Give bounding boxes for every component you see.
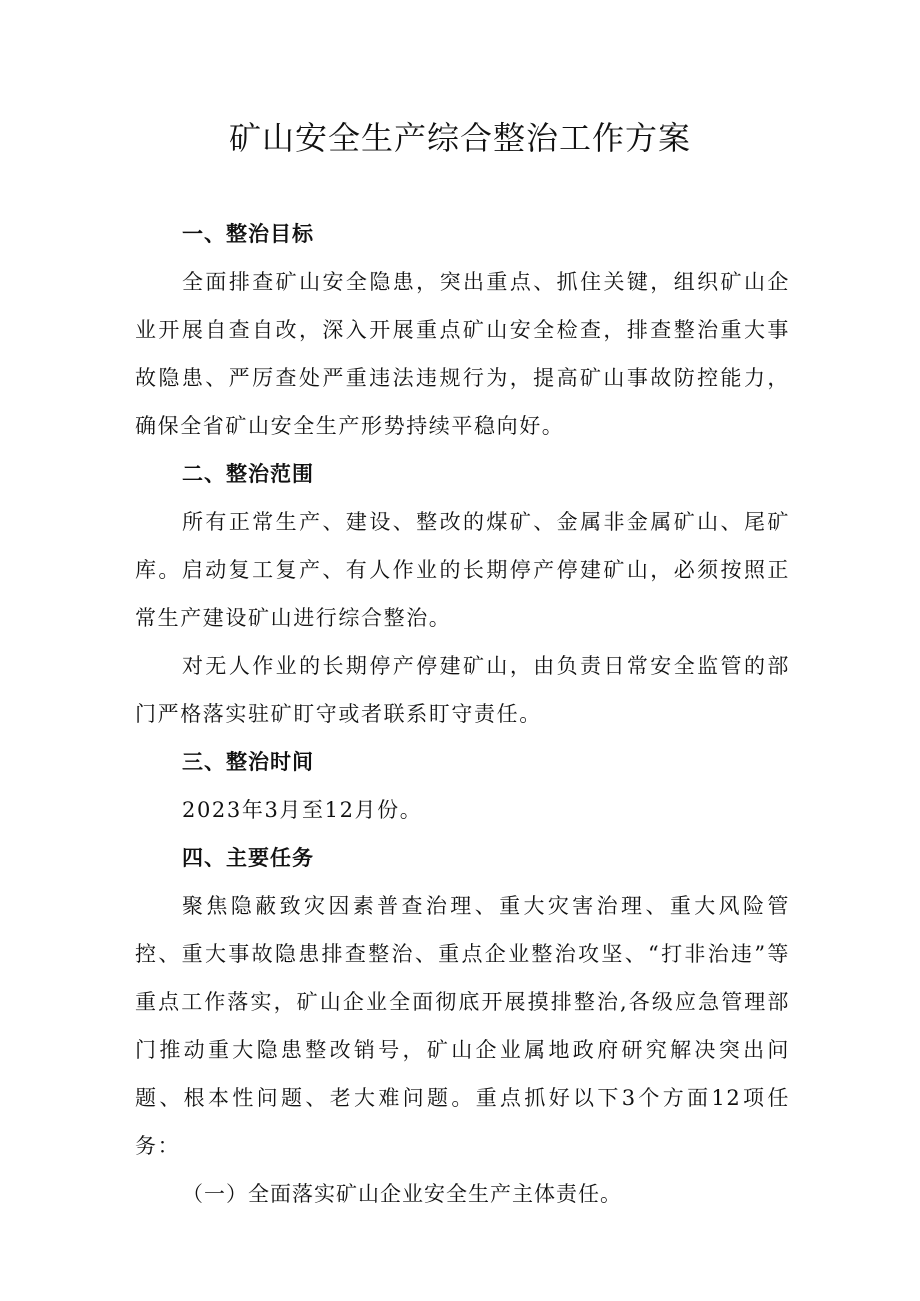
section-heading-goals: 一、整治目标 [182, 222, 314, 246]
paragraph-time: 2023年3月至12月份。 [182, 798, 423, 822]
subheading-task-1: （一）全面落实矿山企业安全生产主体责任。 [182, 1182, 622, 1206]
section-heading-scope: 二、整治范围 [182, 462, 314, 486]
document-title: 矿山安全生产综合整治工作方案 [228, 119, 691, 157]
document-body [135, 210, 790, 1218]
paragraph-scope-1: 所有正常生产、建设、整改的煤矿、金属非金属矿山、尾矿库。启动复工复产、有人作业的长期停产停建矿山，必须按照正常生产建设矿山进行综合整治。 [135, 510, 790, 630]
section-heading-tasks: 四、主要任务 [182, 846, 314, 870]
paragraph-tasks: 聚焦隐蔽致灾因素普查治理、重大灾害治理、重大风险管控、重大事故隐患排查整治、重点企业整治攻坚、“打非治违”等重点工作落实，矿山企业全面彻底开展摸排整治,各级应急管理部门推动重大隐患整改销号，矿山企业属地政府研究解决突出问题、根本性问题、老大难问题。重点抓好以下3个方面12项任务： [135, 894, 790, 1158]
paragraph-scope-2: 对无人作业的长期停产停建矿山，由负责日常安全监管的部门严格落实驻矿盯守或者联系盯守责任。 [135, 654, 790, 726]
paragraph-goals: 全面排查矿山安全隐患，突出重点、抓住关键，组织矿山企业开展自查自改，深入开展重点矿山安全检查，排查整治重大事故隐患、严厉查处严重违法违规行为，提高矿山事故防控能力，确保全省矿山安全生产形势持续平稳向好。 [135, 270, 790, 438]
section-heading-time: 三、整治时间 [182, 750, 314, 774]
